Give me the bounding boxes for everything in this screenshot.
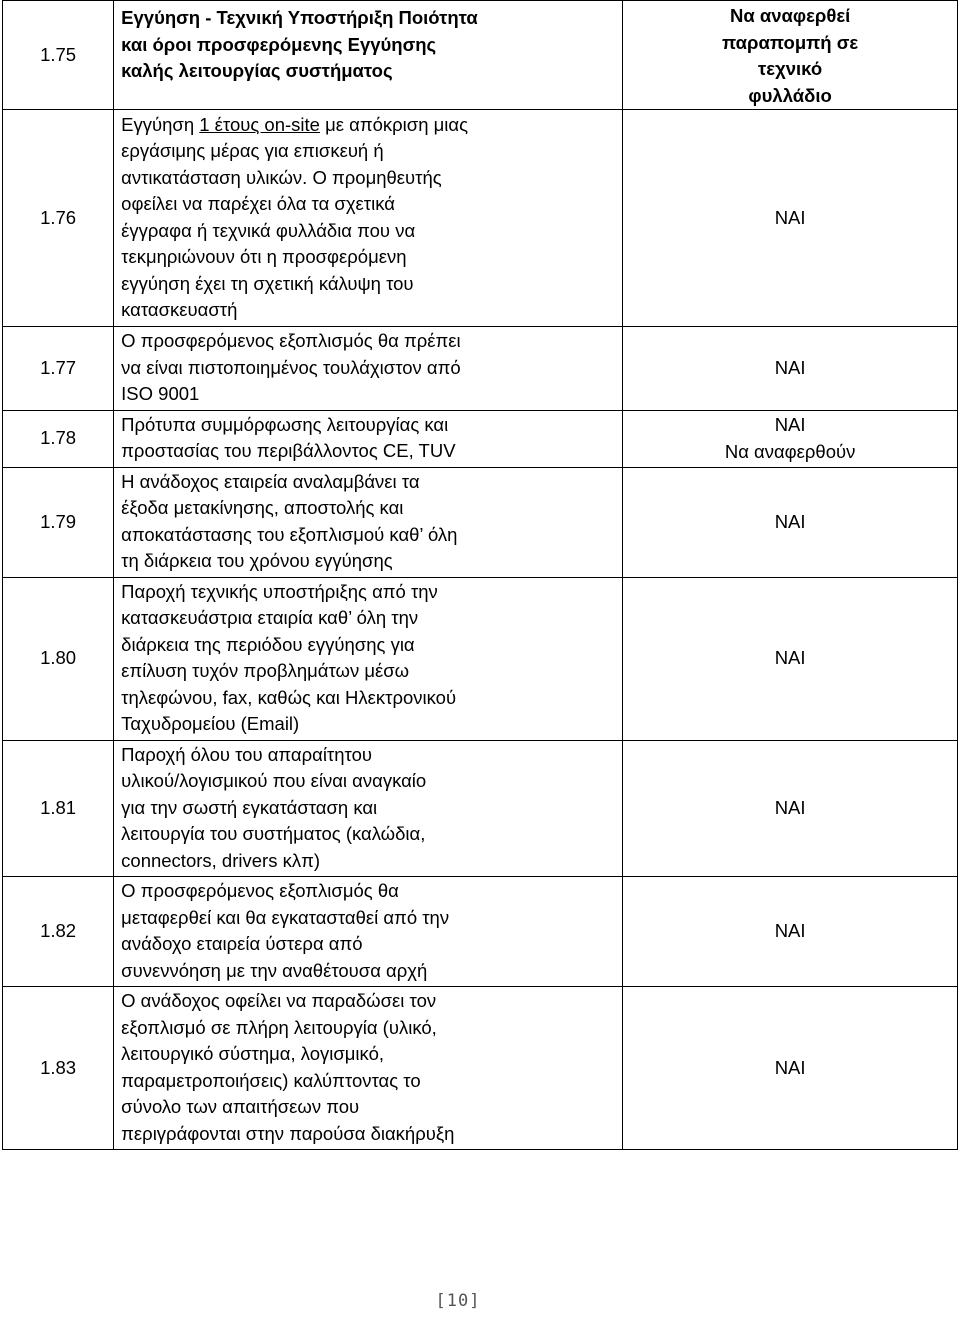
requirement-text-start: Εγγύηση (121, 113, 200, 135)
requirement-text-rest: με απόκριση μιας εργάσιμης μέρας για επισκευή ή αντικατάσταση υλικών. Ο προμηθευτής οφείλει να παρέχει όλα τα σχετικά έγγραφα ή τεχνικά φυλλάδια που να τεκμηριώνουν ότι η προσφερόμενη εγγύηση έχει τη σχετική κάλυψη του κατασκευαστή (121, 113, 469, 320)
compliance-answer: Να αναφερθεί παραπομπή σε τεχνικό φυλλάδιο (623, 1, 958, 110)
requirement-text: Παροχή όλου του απαραίτητου υλικού/λογισμικού που είναι αναγκαίο για την σωστή εγκατάσταση και λειτουργία του συστήματος (καλώδια, connectors, drivers κλπ) (114, 740, 623, 877)
row-number: 1.77 (3, 327, 114, 411)
table-row (3, 987, 958, 1150)
row-number: 1.82 (3, 877, 114, 987)
table-row (3, 110, 958, 327)
requirement-text: Παροχή τεχνικής υποστήριξης από την κατασκευάστρια εταιρία καθ’ όλη την διάρκεια της περιόδου εγγύησης για επίλυση τυχόν προβλημάτων μέσω τηλεφώνου, fax, καθώς και Ηλεκτρονικού Ταχυδρομείου (Email) (114, 577, 623, 740)
row-number: 1.78 (3, 410, 114, 467)
table-row (3, 877, 958, 987)
table-row (3, 467, 958, 577)
requirement-text (114, 110, 623, 327)
compliance-answer: ΝΑΙ (623, 577, 958, 740)
table-row (3, 740, 958, 877)
compliance-answer: ΝΑΙ (623, 877, 958, 987)
requirement-text: Ο προσφερόμενος εξοπλισμός θα μεταφερθεί και θα εγκατασταθεί από την ανάδοχο εταιρεία ύστερα από συνεννόηση με την αναθέτουσα αρχή (114, 877, 623, 987)
table-row (3, 577, 958, 740)
page-number: [10] (435, 1291, 481, 1311)
row-number: 1.75 (3, 1, 114, 110)
row-number: 1.81 (3, 740, 114, 877)
requirement-text: Πρότυπα συμμόρφωσης λειτουργίας και προστασίας του περιβάλλοντος CE, TUV (114, 410, 623, 467)
requirement-text: Ο προσφερόμενος εξοπλισμός θα πρέπει να είναι πιστοποιημένος τουλάχιστον από ISO 9001 (114, 327, 623, 411)
table-row (3, 410, 958, 467)
table-row (3, 1, 958, 110)
row-number: 1.83 (3, 987, 114, 1150)
compliance-answer: ΝΑΙ (623, 467, 958, 577)
row-number: 1.76 (3, 110, 114, 327)
requirement-text: Η ανάδοχος εταιρεία αναλαμβάνει τα έξοδα μετακίνησης, αποστολής και αποκατάστασης του εξοπλισμού καθ’ όλη τη διάρκεια του χρόνου εγγύησης (114, 467, 623, 577)
requirement-text: Εγγύηση - Τεχνική Υποστήριξη Ποιότητα και όροι προσφερόμενης Εγγύησης καλής λειτουργίας συστήματος (114, 1, 623, 110)
compliance-answer: ΝΑΙ Να αναφερθούν (623, 410, 958, 467)
warranty-duration-underlined: 1 έτους on-site (199, 113, 320, 135)
row-number: 1.80 (3, 577, 114, 740)
compliance-answer: ΝΑΙ (623, 327, 958, 411)
row-number: 1.79 (3, 467, 114, 577)
compliance-answer: ΝΑΙ (623, 987, 958, 1150)
requirements-table (2, 0, 958, 1150)
table-row (3, 327, 958, 411)
compliance-answer: ΝΑΙ (623, 110, 958, 327)
requirement-text: Ο ανάδοχος οφείλει να παραδώσει τον εξοπλισμό σε πλήρη λειτουργία (υλικό, λειτουργικό σύστημα, λογισμικό, παραμετροποιήσεις) καλύπτοντας το σύνολο των απαιτήσεων που περιγράφονται στην παρούσα διακήρυξη (114, 987, 623, 1150)
compliance-answer: ΝΑΙ (623, 740, 958, 877)
